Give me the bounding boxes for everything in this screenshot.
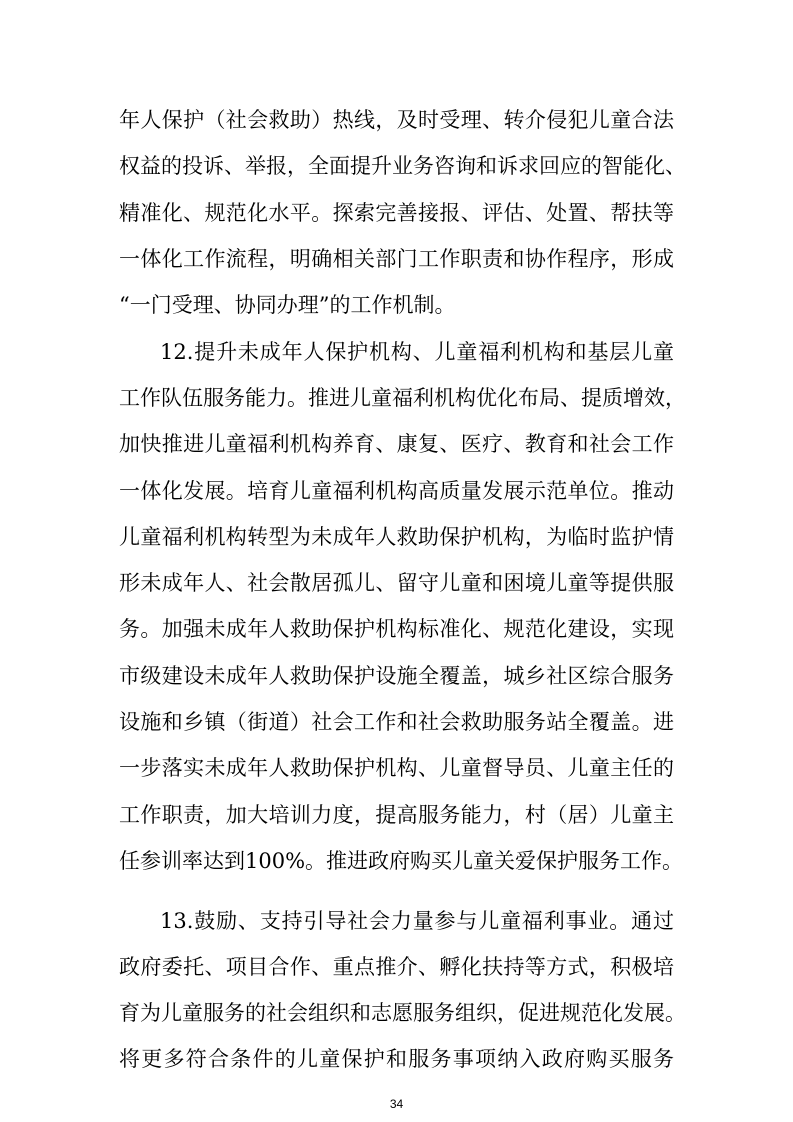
text-line: 一步落实未成年人救助保护机构、儿童督导员、儿童主任的 xyxy=(119,756,674,780)
text-line: 政府委托、项目合作、重点推介、孵化扶持等方式，积极培 xyxy=(119,955,674,979)
text-line: 设施和乡镇（街道）社会工作和社会救助服务站全覆盖。进 xyxy=(119,710,674,734)
text-line: 工作队伍服务能力。推进儿童福利机构优化布局、提质增效， xyxy=(119,386,686,410)
text-line: 13.鼓励、支持引导社会力量参与儿童福利事业。通过 xyxy=(160,909,674,933)
text-line: 加快推进儿童福利机构养育、康复、医疗、教育和社会工作 xyxy=(119,432,674,456)
text-line: 精准化、规范化水平。探索完善接报、评估、处置、帮扶等 xyxy=(119,201,674,225)
text-line: 一体化发展。培育儿童福利机构高质量发展示范单位。推动 xyxy=(119,479,674,503)
text-line: 市级建设未成年人救助保护设施全覆盖，城乡社区综合服务 xyxy=(119,664,674,688)
text-line: 育为儿童服务的社会组织和志愿服务组织，促进规范化发展。 xyxy=(119,1001,686,1025)
text-line: 将更多符合条件的儿童保护和服务事项纳入政府购买服务 xyxy=(119,1047,674,1071)
text-line: “一门受理、协同办理”的工作机制。 xyxy=(119,293,456,317)
text-line: 12.提升未成年人保护机构、儿童福利机构和基层儿童 xyxy=(160,340,674,364)
text-line: 权益的投诉、举报，全面提升业务咨询和诉求回应的智能化、 xyxy=(119,154,686,178)
text-line: 儿童福利机构转型为未成年人救助保护机构，为临时监护情 xyxy=(119,525,674,549)
text-line: 一体化工作流程，明确相关部门工作职责和协作程序，形成 xyxy=(119,247,674,271)
text-line: 工作职责，加大培训力度，提高服务能力，村（居）儿童主 xyxy=(119,803,674,827)
text-line: 务。加强未成年人救助保护机构标准化、规范化建设，实现 xyxy=(119,617,674,641)
text-line: 年人保护（社会救助）热线，及时受理、转介侵犯儿童合法 xyxy=(119,108,674,132)
page-number: 34 xyxy=(389,1097,404,1111)
text-line: 任参训率达到100%。推进政府购买儿童关爱保护服务工作。 xyxy=(119,849,684,873)
text-line: 形未成年人、社会散居孤儿、留守儿童和困境儿童等提供服 xyxy=(119,571,674,595)
